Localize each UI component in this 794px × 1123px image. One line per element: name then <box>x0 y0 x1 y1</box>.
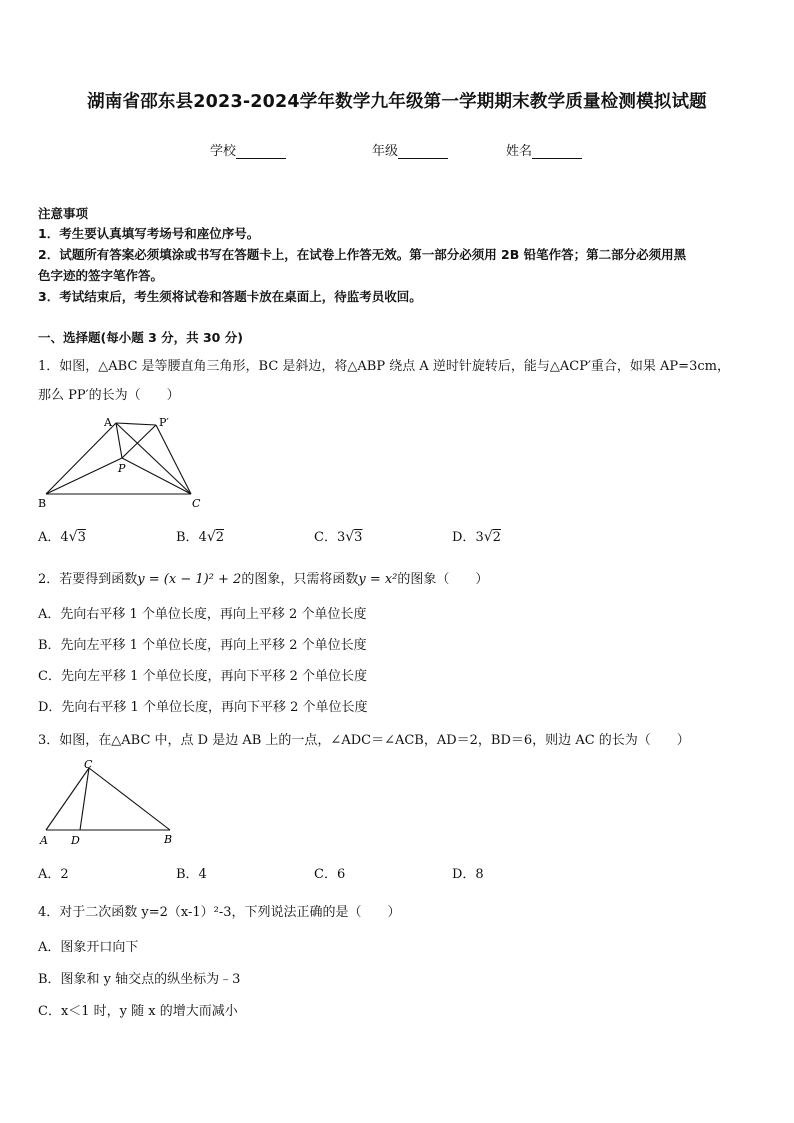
note-item: 色字迹的签字笔作答。 <box>38 268 164 283</box>
q2-target-function: y = (x − 1)² + 2 <box>137 572 242 587</box>
q2-option-b[interactable]: B．先向左平移 1 个单位长度，再向上平移 2 个单位长度 <box>38 638 367 653</box>
q1-option-b[interactable] <box>176 526 224 545</box>
option-letter: C． <box>314 530 337 545</box>
q3-option-c[interactable]: C．6 <box>314 867 346 882</box>
option-radicand: 2 <box>492 530 501 545</box>
school-label: 学校 <box>210 144 237 159</box>
note-item: 3．考试结束后，考生须将试卷和答题卡放在桌面上，待监考员收回。 <box>38 289 422 304</box>
q3-figure <box>36 756 186 850</box>
q4-option-a[interactable]: A．图象开口向下 <box>38 940 139 955</box>
q1-label-p: P <box>118 462 126 475</box>
q2-base-function: y = x² <box>358 572 398 587</box>
grade-field <box>372 140 448 159</box>
q1-option-d[interactable] <box>452 526 501 545</box>
option-letter: A． <box>38 530 61 545</box>
q2-option-a[interactable]: A．先向右平移 1 个单位长度，再向上平移 2 个单位长度 <box>38 607 367 622</box>
option-radicand: 3 <box>354 530 363 545</box>
q1-option-a[interactable] <box>38 526 86 545</box>
q2-stem-part: 的图象（ ） <box>397 572 489 587</box>
exam-title: 湖南省邵东县2023-2024学年数学九年级第一学期期末教学质量检测模拟试题 <box>87 92 707 112</box>
q4-option-c[interactable]: C．x＜1 时，y 随 x 的增大而减小 <box>38 1004 238 1019</box>
q1-label-b: B <box>38 497 47 510</box>
q3-option-a[interactable]: A．2 <box>38 867 69 882</box>
q2-stem <box>38 568 488 587</box>
option-radicand: 2 <box>215 530 225 545</box>
q4-option-b[interactable]: B．图象和 y 轴交点的纵坐标为﹣3 <box>38 972 241 987</box>
q2-stem-part: 2．若要得到函数 <box>38 572 138 587</box>
q1-label-c: C <box>192 497 201 510</box>
q1-label-p-prime: P′ <box>159 416 169 429</box>
q1-stem-line1: 1．如图，△ABC 是等腰直角三角形，BC 是斜边，将△ABP 绕点 A 逆时针旋转后，能与△ACP′重合，如果 AP=3cm， <box>38 359 730 374</box>
option-radicand: 3 <box>77 530 86 545</box>
option-letter: B． <box>176 530 199 545</box>
radical-icon: √ <box>68 529 78 545</box>
q1-label-a: A <box>104 416 112 429</box>
option-coefficient: 4 <box>60 530 69 545</box>
q2-stem-part: 的图象，只需将函数 <box>241 572 359 587</box>
option-coefficient: 3 <box>475 530 484 545</box>
note-item: 2．试题所有答案必须填涂或书写在答题卡上，在试卷上作答无效。第一部分必须用 2B 铅笔作答；第二部分必须用黑 <box>38 247 687 262</box>
q1-figure <box>36 410 216 512</box>
q3-option-b[interactable]: B．4 <box>176 867 207 882</box>
option-coefficient: 3 <box>336 530 346 545</box>
q4-stem: 4．对于二次函数 y=2（x-1）²-3，下列说法正确的是（ ） <box>38 905 401 920</box>
name-field <box>506 140 582 159</box>
q3-option-d[interactable]: D．8 <box>452 867 484 882</box>
option-coefficient: 4 <box>198 530 207 545</box>
q2-option-d[interactable]: D．先向右平移 1 个单位长度，再向下平移 2 个单位长度 <box>38 700 368 715</box>
q3-stem: 3．如图，在△ABC 中，点 D 是边 AB 上的一点，∠ADC＝∠ACB，AD＝2，BD＝6，则边 AC 的长为（ ） <box>38 733 690 748</box>
radical-icon: √ <box>206 529 216 545</box>
name-blank[interactable] <box>532 146 582 159</box>
q1-stem-line2: 那么 PP′的长为（ ） <box>38 388 180 403</box>
notes-heading: 注意事项 <box>38 206 89 221</box>
q3-label-c: C <box>84 758 93 771</box>
radical-icon: √ <box>483 529 493 545</box>
section-heading: 一、选择题(每小题 3 分，共 30 分) <box>38 330 243 345</box>
q2-option-c[interactable]: C．先向左平移 1 个单位长度，再向下平移 2 个单位长度 <box>38 669 368 684</box>
name-label: 姓名 <box>506 144 533 159</box>
q3-label-d: D <box>71 834 80 847</box>
q3-label-b: B <box>164 833 173 846</box>
note-item: 1．考生要认真填写考场号和座位序号。 <box>38 226 260 241</box>
school-blank[interactable] <box>236 146 286 159</box>
school-field <box>210 140 286 159</box>
q1-option-c[interactable] <box>314 526 362 545</box>
option-letter: D． <box>452 530 476 545</box>
grade-label: 年级 <box>372 144 399 159</box>
radical-icon: √ <box>345 529 355 545</box>
grade-blank[interactable] <box>398 146 448 159</box>
q3-label-a: A <box>40 834 48 847</box>
